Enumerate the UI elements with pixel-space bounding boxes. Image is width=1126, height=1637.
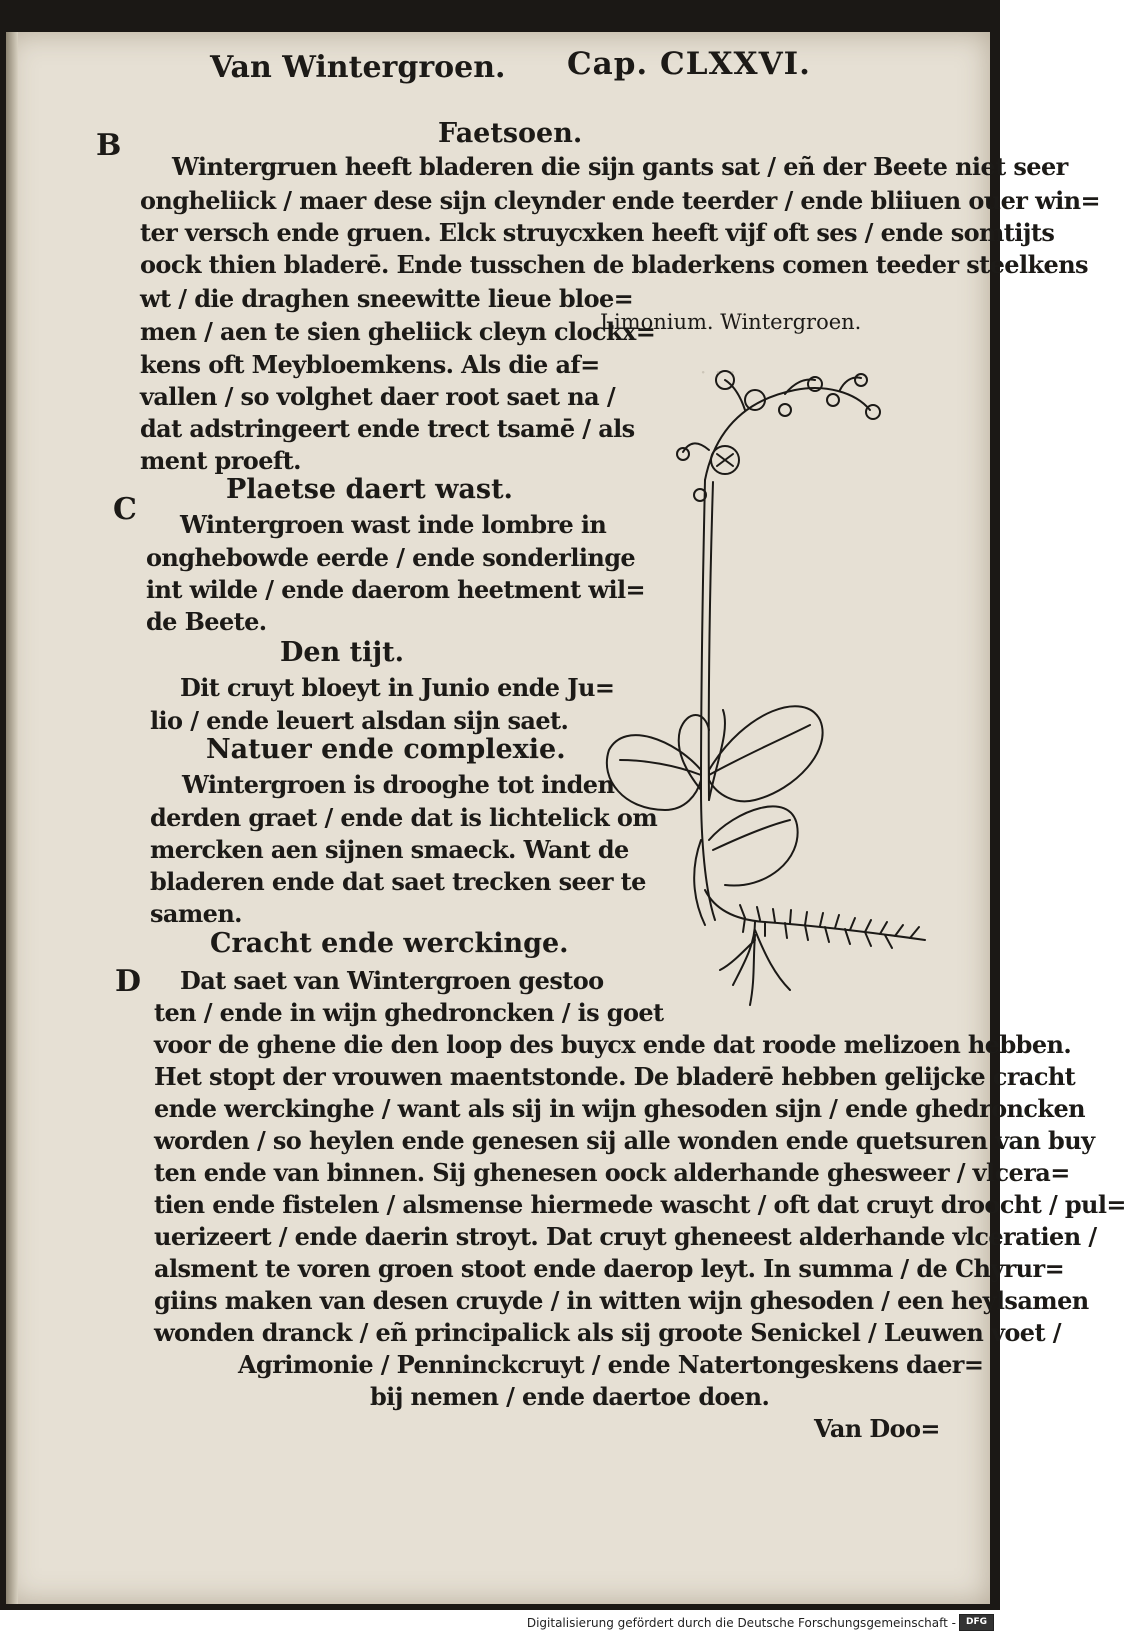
text-line: Wintergroen is drooghe tot inden xyxy=(182,770,615,799)
section-heading-natuer: Natuer ende complexie. xyxy=(206,734,566,765)
flower xyxy=(827,394,839,406)
text-line: tien ende fistelen / alsmense hiermede wascht / oft dat cruyt droocht / pul= xyxy=(154,1190,1126,1219)
text-line: ment proeft. xyxy=(140,446,301,475)
text-line: worden / so heylen ende genesen sij alle wonden ende quetsuren van buy xyxy=(154,1126,1095,1155)
text-line: giins maken van desen cruyde / in witten wijn ghesoden / een heylsamen xyxy=(154,1286,1089,1315)
section-heading-plaetse: Plaetse daert wast. xyxy=(226,474,513,505)
text-line: samen. xyxy=(150,899,242,928)
text-line: ten / ende in wijn ghedroncken / is goet xyxy=(154,998,664,1027)
text-line: vallen / so volghet daer root saet na / xyxy=(140,382,616,411)
leaf xyxy=(607,735,701,810)
text-line: oock thien bladerē. Ende tusschen de bladerkens comen teeder steelkens xyxy=(140,250,1088,279)
leaf xyxy=(709,706,823,801)
text-line: wt / die draghen sneewitte lieue bloe= xyxy=(140,284,634,313)
margin-marker-b: B xyxy=(96,128,122,163)
bleed-through: · · · xyxy=(700,360,737,384)
section-heading-tijt: Den tijt. xyxy=(280,637,404,668)
text-line: derden graet / ende dat is lichtelick om xyxy=(150,803,658,832)
text-line: bij nemen / ende daertoe doen. xyxy=(370,1382,770,1411)
dfg-logo: DFG xyxy=(959,1614,994,1631)
text-line: ongheliick / maer dese sijn cleynder ende teerder / ende bliiuen ouer win= xyxy=(140,186,1101,215)
text-line: dat adstringeert ende trect tsamē / als xyxy=(140,414,635,443)
flower xyxy=(855,374,867,386)
chapter-number: Cap. CLXXVI. xyxy=(567,46,811,82)
page-edge xyxy=(6,32,18,1604)
flower-stalk xyxy=(705,388,870,480)
flower xyxy=(677,448,689,460)
text-line: ende werckinghe / want als sij in wijn ghesoden sijn / ende ghedroncken xyxy=(154,1094,1085,1123)
leaf xyxy=(709,710,725,800)
text-line: mercken aen sijnen smaeck. Want de xyxy=(150,835,629,864)
text-line: Wintergroen wast inde lombre in xyxy=(180,510,607,539)
text-line: voor de ghene die den loop des buycx ende dat roode melizoen hebben. xyxy=(154,1030,1072,1059)
text-line: men / aen te sien gheliick cleyn clockx= xyxy=(140,317,656,346)
text-line: Dit cruyt bloeyt in Junio ende Ju= xyxy=(180,673,615,702)
text-line: int wilde / ende daerom heetment wil= xyxy=(146,575,645,604)
flower xyxy=(866,405,880,419)
text-line: de Beete. xyxy=(146,607,267,636)
roots xyxy=(720,922,790,1005)
margin-marker-c: C xyxy=(113,492,137,527)
rhizome xyxy=(705,890,925,940)
section-heading-cracht: Cracht ende werckinge. xyxy=(210,928,569,959)
running-title: Van Wintergroen. xyxy=(210,50,506,85)
stem-side xyxy=(709,482,713,800)
text-line: Het stopt der vrouwen maentstonde. De bladerē hebben gelijcke cracht xyxy=(154,1062,1076,1091)
illustration-caption: Limonium. Wintergroen. xyxy=(600,310,862,334)
text-line: lio / ende leuert alsdan sijn saet. xyxy=(150,706,569,735)
text-line: Dat saet van Wintergroen gestoo xyxy=(180,966,604,995)
text-line: wonden dranck / eñ principalick als sij groote Senickel / Leuwen voet / xyxy=(154,1318,1061,1347)
text-line: bladeren ende dat saet trecken seer te xyxy=(150,867,646,896)
text-line: kens oft Meybloemkens. Als die af= xyxy=(140,350,600,379)
text-line: alsment te voren groen stoot ende daerop leyt. In summa / de Chyrur= xyxy=(154,1254,1065,1283)
flower xyxy=(779,404,791,416)
margin-marker-d: D xyxy=(115,964,142,999)
plant-illustration xyxy=(605,370,930,1010)
text-line: uerizeert / ende daerin stroyt. Dat cruyt gheneest alderhande vlceratien / xyxy=(154,1222,1097,1251)
catchword: Van Doo= xyxy=(814,1414,940,1443)
text-line: ten ende van binnen. Sij ghenesen oock alderhande ghesweer / vlcera= xyxy=(154,1158,1070,1187)
text-line: onghebowde eerde / ende sonderlinge xyxy=(146,543,636,572)
text-line: Wintergruen heeft bladeren die sijn gants sat / eñ der Beete niet seer xyxy=(172,152,1068,181)
section-heading-faetsoen: Faetsoen. xyxy=(438,118,583,149)
funding-note: Digitalisierung gefördert durch die Deutsche Forschungsgemeinschaft - xyxy=(526,1616,956,1630)
text-line: Agrimonie / Penninckcruyt / ende Natertongeskens daer= xyxy=(238,1350,984,1379)
text-line: ter versch ende gruen. Elck struycxken heeft vijf oft ses / ende somtijts xyxy=(140,218,1055,247)
